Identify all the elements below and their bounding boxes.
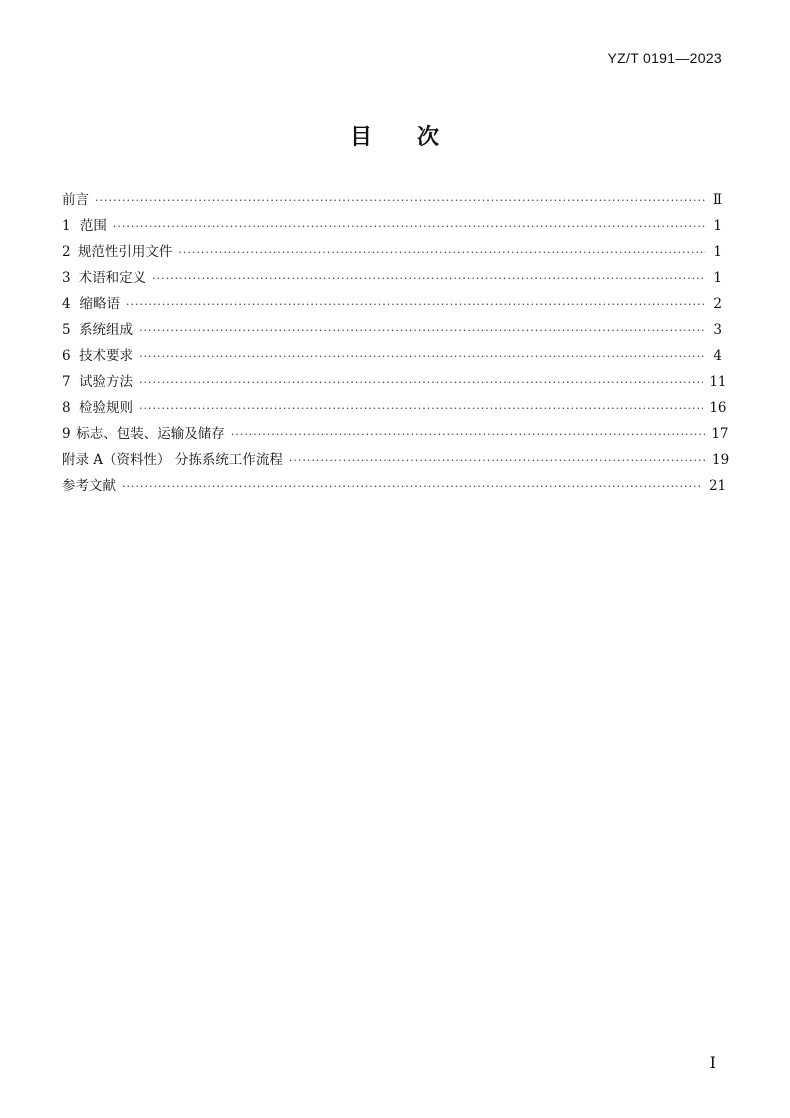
page-title [0, 120, 790, 151]
toc-entry-number: 8 [62, 400, 71, 416]
toc-entry-page: 21 [708, 478, 727, 494]
toc-entry-7[interactable] [62, 369, 727, 395]
toc-entry-label: 术语和定义 [78, 270, 147, 286]
toc-leader-dots [152, 266, 706, 292]
toc-entry-page: 16 [709, 400, 727, 416]
toc-leader-dots [289, 448, 706, 474]
toc-entry-8[interactable] [62, 395, 727, 421]
toc-entry-6[interactable] [62, 343, 722, 369]
toc-leader-dots [122, 474, 703, 500]
toc-entry-page: 17 [711, 426, 729, 442]
toc-leader-dots [139, 318, 706, 344]
toc-entry-page: 1 [713, 270, 722, 286]
toc-entry-label: 参考文献 [62, 478, 116, 494]
toc-entry-foreword[interactable] [62, 187, 722, 213]
toc-entry-page: 1 [713, 218, 722, 234]
toc-entry-page: 11 [709, 374, 727, 390]
toc-entry-2[interactable] [62, 239, 722, 265]
standard-code: YZ/T 0191—2023 [607, 50, 722, 66]
toc-entry-number: 7 [62, 374, 71, 390]
toc-entry-label: 规范性引用文件 [77, 244, 173, 260]
toc-entry-number: 4 [62, 296, 71, 312]
toc-leader-dots [95, 188, 706, 214]
toc-entry-page: 2 [713, 296, 722, 312]
title-char-2: 次 [417, 125, 441, 150]
toc-leader-dots [139, 370, 703, 396]
toc-entry-page: 1 [713, 244, 722, 260]
toc-entry-number: 5 [62, 322, 71, 338]
toc-entry-label: 试验方法 [78, 374, 133, 390]
toc-entry-5[interactable] [62, 317, 722, 343]
toc-leader-dots [139, 396, 703, 422]
toc-entry-number: 3 [62, 270, 71, 286]
toc-entry-appendix-a[interactable] [62, 447, 730, 473]
title-char-1: 目 [349, 125, 373, 150]
toc-entry-label: 缩略语 [79, 296, 120, 312]
toc-entry-number: 2 [62, 244, 71, 260]
toc-entry-page: 19 [712, 452, 730, 468]
toc-entry-label: 检验规则 [78, 400, 133, 416]
toc-entry-page: Ⅱ [712, 192, 722, 208]
toc-entry-number: 1 [62, 218, 71, 234]
toc-entry-number: 9 [62, 426, 71, 442]
toc-leader-dots [113, 214, 706, 240]
toc-leader-dots [126, 292, 706, 318]
toc-entry-label: 标志、包装、运输及储存 [76, 426, 225, 442]
toc-entry-number: 6 [62, 348, 71, 364]
toc-entry-9[interactable] [62, 421, 729, 447]
toc-entry-page: 4 [713, 348, 722, 364]
toc-entry-label: 范围 [79, 218, 107, 234]
toc-entry-3[interactable] [62, 265, 722, 291]
toc-entry-page: 3 [713, 322, 722, 338]
toc-entry-label: 技术要求 [79, 348, 134, 364]
toc-leader-dots [178, 240, 706, 266]
toc-leader-dots [231, 422, 706, 448]
toc-entry-label: 系统组成 [79, 322, 134, 338]
table-of-contents [62, 187, 730, 499]
toc-entry-bibliography[interactable] [62, 473, 727, 499]
toc-entry-label: 附录 A（资料性） 分拣系统工作流程 [62, 452, 283, 468]
toc-entry-4[interactable] [62, 291, 722, 317]
toc-leader-dots [139, 344, 706, 370]
toc-entry-1[interactable] [62, 213, 722, 239]
toc-entry-label: 前言 [62, 192, 89, 208]
page-number: I [709, 1053, 716, 1072]
